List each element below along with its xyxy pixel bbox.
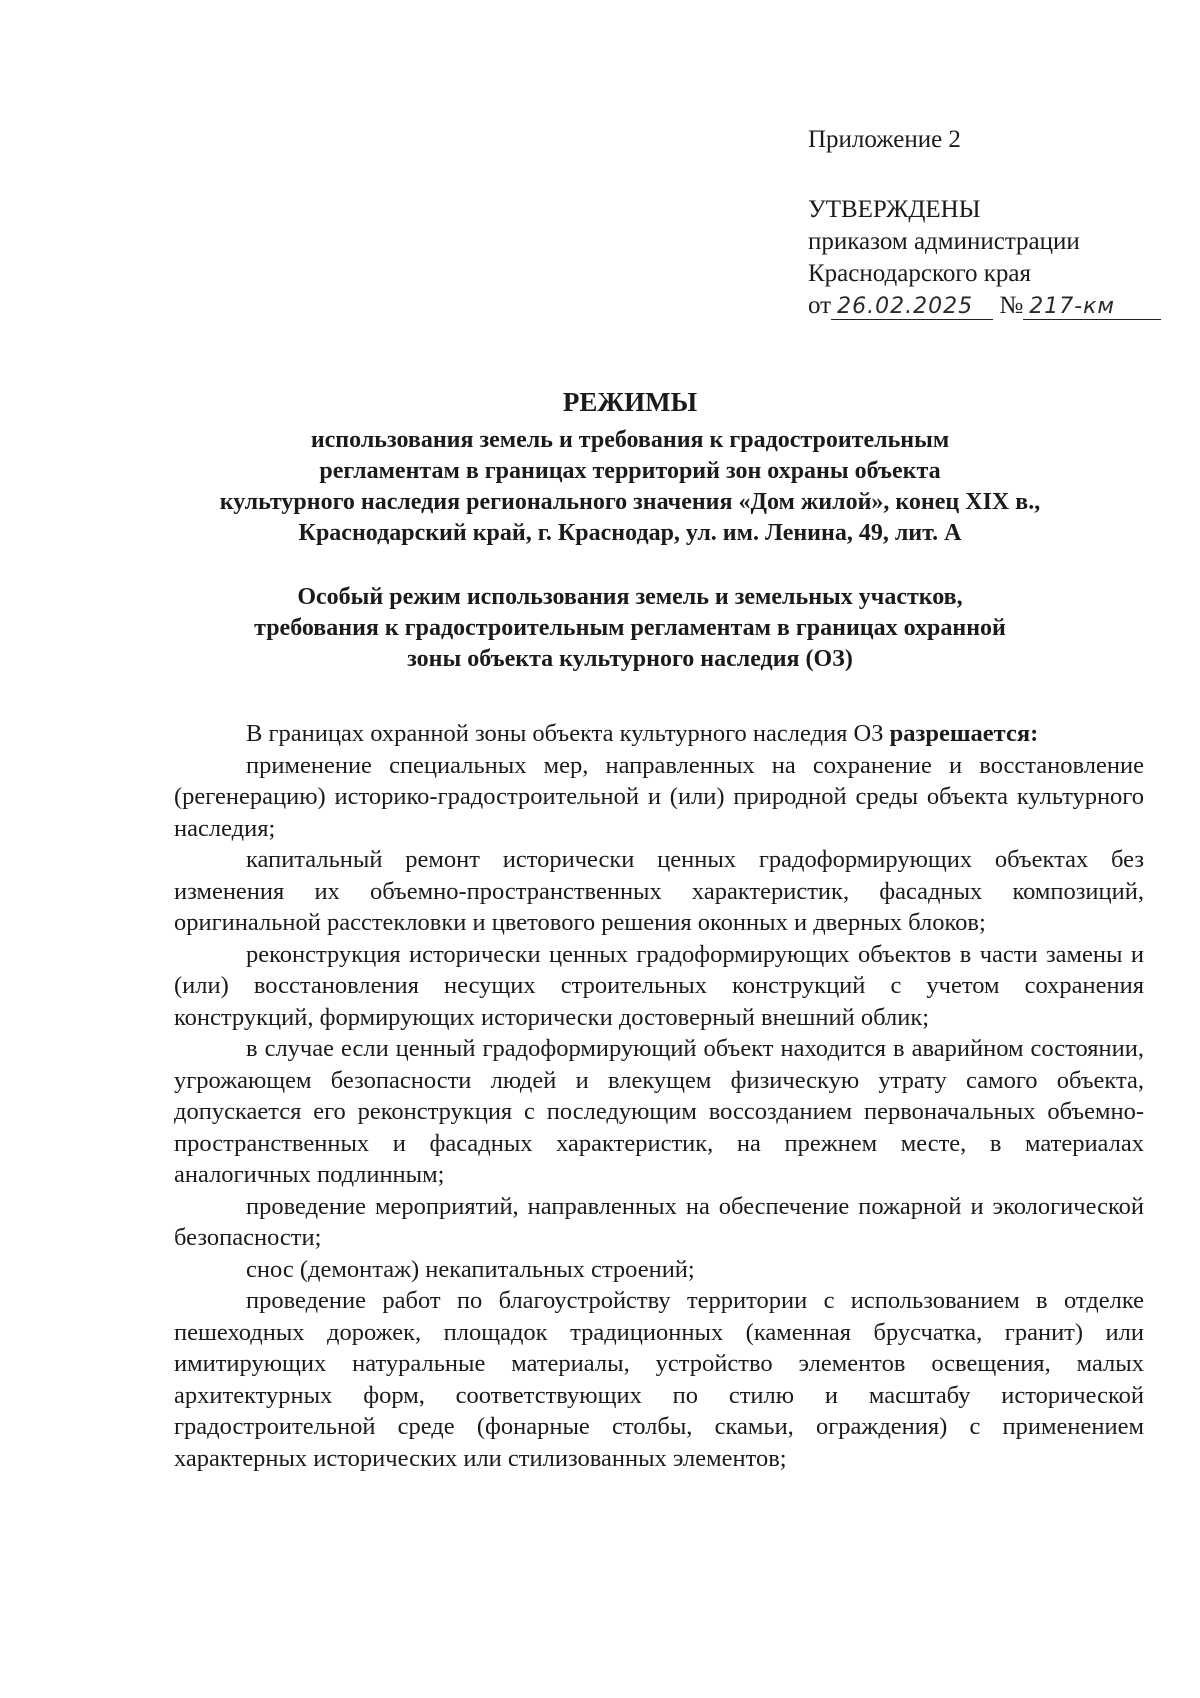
list-item: в случае если ценный градоформирующий объект находится в аварийном состоянии, угрожающем безопасности людей и влекущем физическую утрату самого объекта, допускается его реконструкция с последующим воссозданием первоначальных объемно-пространственных и фасадных характеристик, на прежнем месте, в материалах аналогичных подлинным; — [174, 1035, 1144, 1188]
list-item: снос (демонтаж) некапитальных строений; — [246, 1255, 695, 1283]
section-heading-line: Особый режим использования земель и земельных участков, — [297, 584, 963, 610]
approval-stamp-block — [808, 124, 1148, 322]
appendix-label: Приложение 2 — [808, 126, 961, 153]
list-item: проведение работ по благоустройству территории с использованием в отделке пешеходных дорожек, площадок традиционных (каменная брусчатка, гранит) или имитирующих натуральные материалы, устройство элементов освещения, малых архитектурных форм, соответствующих по стилю и масштабу исторической градостроительной среде (фонарные столбы, скамьи, ограждения) с применением характерных исторических или стилизованных элементов; — [174, 1287, 1144, 1472]
approved-label: УТВЕРЖДЕНЫ — [808, 196, 981, 223]
list-item: применение специальных мер, направленных на сохранение и восстановление (регенерацию) историко-градостроительной и (или) природной среды объекта культурного наследия; — [174, 751, 1144, 842]
document-subtitle-line: использования земель и требования к градостроительным — [310, 427, 950, 453]
document-subtitle-line: Краснодарский край, г. Краснодар, ул. им. Ленина, 49, лит. А — [298, 520, 962, 546]
order-line-2: Краснодарского края — [808, 260, 1031, 287]
handwritten-date: 26.02.2025 — [831, 295, 993, 320]
section-heading-line: зоны объекта культурного наследия (ОЗ) — [407, 646, 853, 672]
section-heading-line: требования к градостроительным регламентам в границах охранной — [254, 615, 1006, 641]
list-item: капитальный ремонт исторически ценных градоформирующих объектах без изменения их объемно-пространственных характеристик, фасадных композиций, оригинальной расстекловки и цветового решения оконных и дверных блоков; — [174, 846, 1144, 936]
order-line-1: приказом администрации — [808, 228, 1080, 255]
list-item: проведение мероприятий, направленных на обеспечение пожарной и экологической безопасности; — [174, 1192, 1144, 1251]
handwritten-number: 217-км — [1023, 295, 1161, 320]
intro-paragraph — [174, 718, 1144, 750]
document-heading — [150, 385, 1110, 549]
date-prefix: от — [808, 292, 832, 319]
document-subtitle-line: культурного наследия регионального значения «Дом жилой», конец XIX в., — [219, 489, 1041, 515]
document-subtitle-line: регламентам в границах территорий зон охраны объекта — [319, 458, 941, 484]
intro-text: В границах охранной зоны объекта культурного наследия ОЗ — [246, 720, 884, 747]
order-date-line — [808, 290, 1148, 322]
section-heading — [150, 582, 1110, 675]
document-title: РЕЖИМЫ — [562, 387, 698, 417]
list-item: реконструкция исторически ценных градоформирующих объектов в части замены и (или) восстановления несущих строительных конструкций с учетом сохранения конструкций, формирующих исторически достоверный внешний облик; — [174, 940, 1144, 1031]
intro-bold-text: разрешается: — [889, 720, 1039, 747]
section-body — [174, 718, 1144, 1474]
number-prefix: № — [999, 292, 1024, 319]
